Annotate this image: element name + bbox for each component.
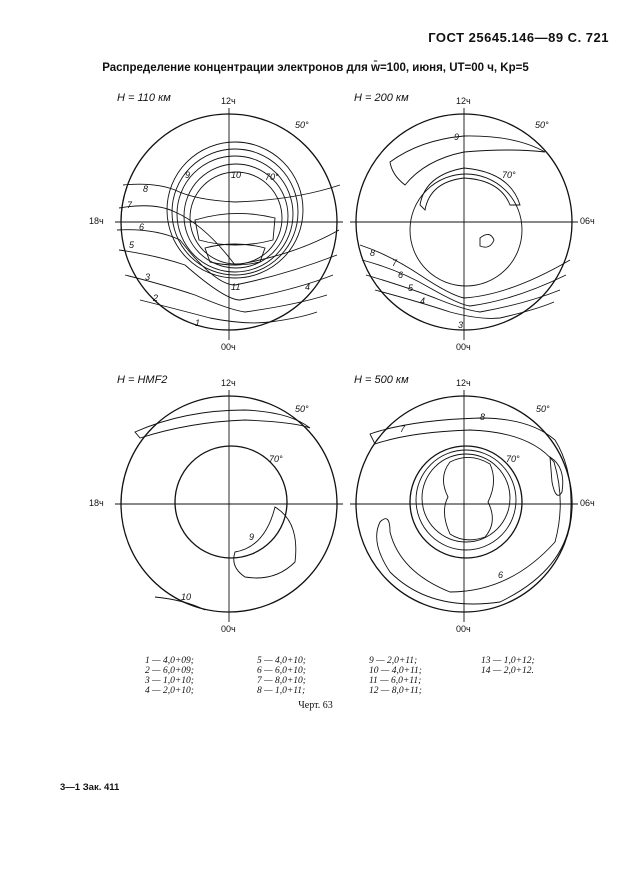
lat-50: 50° (535, 120, 549, 130)
contour-label: 10 (181, 592, 192, 602)
legend-item: 5 — 4,0+10; (257, 656, 306, 666)
contour-label: 9 (249, 532, 255, 542)
legend-item: 2 — 6,0+09; (145, 666, 194, 676)
legend-item: 13 — 1,0+12; (481, 656, 535, 666)
lat-50: 50° (295, 404, 309, 414)
contour-label: 4 (305, 282, 311, 292)
contour-label: 3 (458, 320, 464, 330)
axis-top: 12ч (221, 96, 236, 106)
contour-label: 5 (129, 240, 135, 250)
figure-title: Распределение концентрации электронов для w̄=100, июня, UT=00 ч, Kp=5 (102, 62, 529, 74)
contour-label: 8 (370, 248, 376, 258)
axis-bottom: 00ч (221, 342, 236, 352)
panel-hmf2 (89, 372, 365, 662)
polar-plot (330, 90, 600, 380)
axis-right: 06ч (580, 216, 595, 226)
contour-label: 6 (139, 222, 145, 232)
legend-item (481, 676, 585, 686)
axis-bottom: 00ч (456, 342, 471, 352)
legend-item: 12 — 8,0+11; (369, 686, 422, 696)
axis-right: 06ч (580, 498, 595, 508)
legend-item: 8 — 1,0+11; (257, 686, 306, 696)
legend-item: 4 — 2,0+10; (145, 686, 194, 696)
contour-label: 2 (153, 293, 159, 303)
legend-item: 1 — 4,0+09; (145, 656, 194, 666)
axis-bottom: 00ч (456, 624, 471, 634)
contour-label: 6 (398, 270, 404, 280)
figure-caption: Черт. 63 (298, 700, 333, 711)
contour-label: 1 (195, 318, 201, 328)
panel-title: H = 110 км (117, 92, 171, 104)
axis-bottom: 00ч (221, 624, 236, 634)
lat-50: 50° (536, 404, 550, 414)
axis-left: 18ч (89, 498, 104, 508)
contour-label: 9 (454, 132, 460, 142)
legend-item: 10 — 4,0+11; (369, 666, 422, 676)
page-footer: 3—1 Зак. 411 (60, 782, 120, 793)
legend-item: 6 — 6,0+10; (257, 666, 306, 676)
contour-label: 3 (145, 272, 151, 282)
contour-label: 6 (498, 570, 504, 580)
lat-50: 50° (295, 120, 309, 130)
contour-label: 8 (143, 184, 149, 194)
lat-70: 70° (265, 172, 279, 182)
contour-label: 7 (392, 258, 398, 268)
legend-item: 14 — 2,0+12. (481, 666, 534, 676)
polar-plot (95, 90, 365, 380)
legend-item: 3 — 1,0+10; (145, 676, 194, 686)
panel-h200 (330, 90, 600, 380)
legend-item: 7 — 8,0+10; (257, 676, 306, 686)
panel-title: H = 500 км (354, 374, 409, 386)
lat-70: 70° (502, 170, 516, 180)
polar-plot (95, 372, 365, 662)
contour-label: 7 (400, 424, 406, 434)
lat-70: 70° (269, 454, 283, 464)
axis-top: 12ч (456, 378, 471, 388)
legend-item: 9 — 2,0+11; (369, 656, 418, 666)
polar-plot (330, 372, 600, 662)
axis-left: 18ч (89, 216, 104, 226)
panel-title: H = 200 км (354, 92, 409, 104)
panel-title: H = HMF2 (117, 374, 168, 386)
contour-label: 5 (408, 283, 414, 293)
legend-item (481, 686, 585, 696)
contour-label: 11 (231, 282, 241, 292)
contour-label: 9 (185, 170, 191, 180)
page-header: ГОСТ 25645.146—89 С. 721 (428, 30, 609, 45)
contour-label: 8 (480, 412, 486, 422)
axis-top: 12ч (221, 378, 236, 388)
contour-label: 10 (231, 170, 242, 180)
legend-item: 11 — 6,0+11; (369, 676, 422, 686)
axis-top: 12ч (456, 96, 471, 106)
contour-label: 7 (127, 200, 133, 210)
legend (145, 656, 585, 696)
contour-label: 4 (420, 296, 426, 306)
panel-h500 (330, 372, 600, 662)
panel-h110 (89, 90, 365, 380)
lat-70: 70° (506, 454, 520, 464)
